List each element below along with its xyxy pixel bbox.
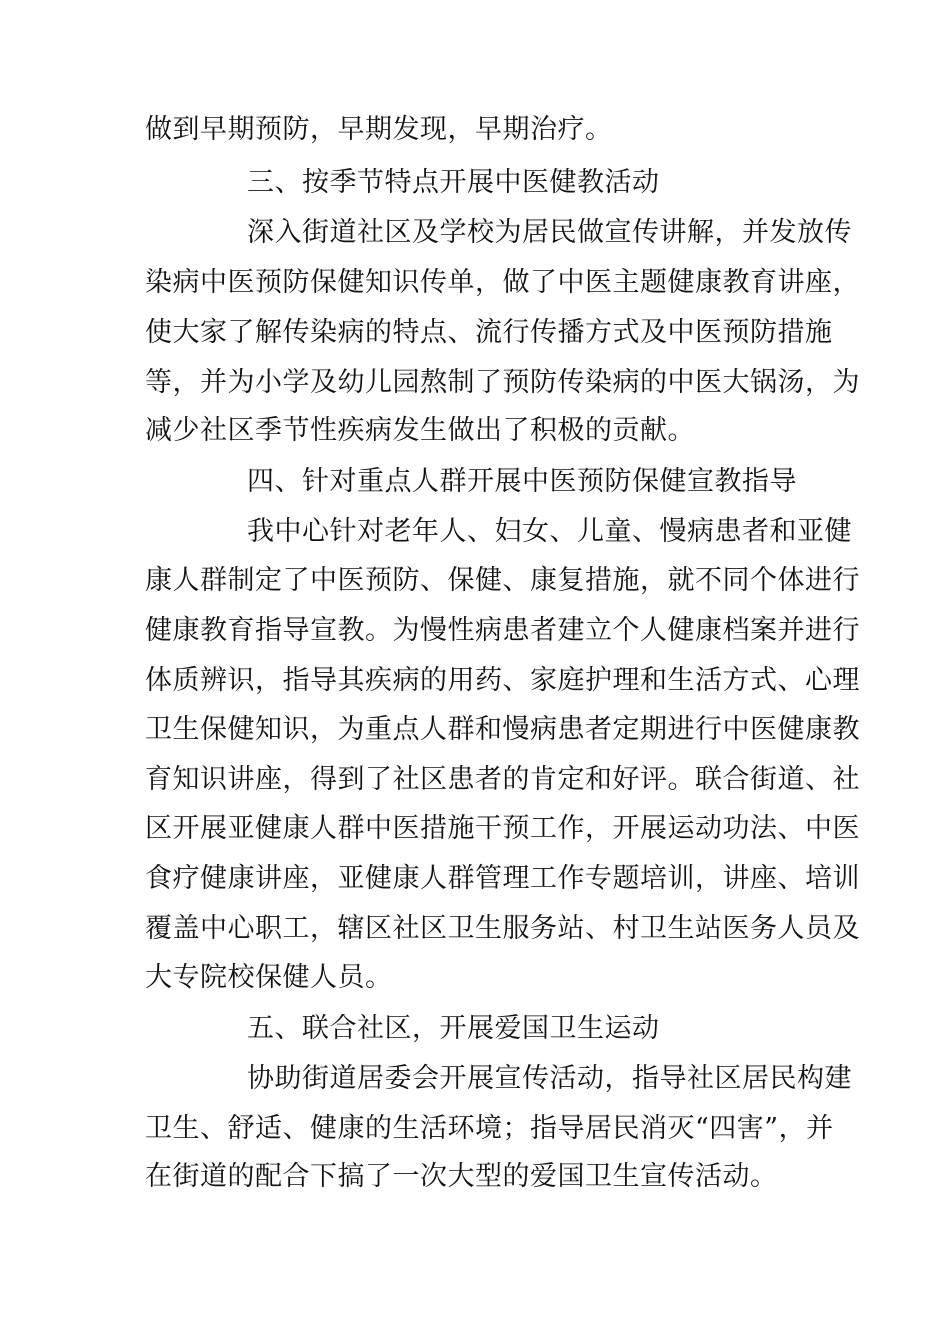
text-line: 做到早期预防，早期发现，早期治疗。 <box>145 114 613 145</box>
section-heading: 三、按季节特点开展中医健教活动 <box>247 167 660 198</box>
text-line: 大专院校保健人员。 <box>145 962 393 993</box>
text-line: 使大家了解传染病的特点、流行传播方式及中医预防措施 <box>145 317 833 348</box>
text-line: 育知识讲座，得到了社区患者的肯定和好评。联合街道、社 <box>145 764 860 795</box>
text-line: 深入街道社区及学校为居民做宣传讲解，并发放传 <box>247 217 852 248</box>
text-line: 减少社区季节性疾病发生做出了积极的贡献。 <box>145 415 695 446</box>
text-line: 染病中医预防保健知识传单，做了中医主题健康教育讲座， <box>145 267 860 298</box>
section-heading: 五、联合社区，开展爱国卫生运动 <box>247 1013 660 1044</box>
text-line: 食疗健康讲座，亚健康人群管理工作专题培训，讲座、培训 <box>145 863 860 894</box>
text-line: 健康教育指导宣教。为慢性病患者建立个人健康档案并进行 <box>145 615 860 646</box>
text-line: 我中心针对老年人、妇女、儿童、慢病患者和亚健 <box>247 516 852 547</box>
text-line: 卫生保健知识，为重点人群和慢病患者定期进行中医健康教 <box>145 714 860 745</box>
text-line: 康人群制定了中医预防、保健、康复措施，就不同个体进行 <box>145 565 860 596</box>
text-line: 体质辨识，指导其疾病的用药、家庭护理和生活方式、心理 <box>145 665 860 696</box>
text-line: 卫生、舒适、健康的生活环境；指导居民消灭“四害”，并 <box>145 1113 834 1144</box>
text-line: 在街道的配合下搞了一次大型的爱国卫生宣传活动。 <box>145 1161 778 1192</box>
text-line: 区开展亚健康人群中医措施干预工作，开展运动功法、中医 <box>145 813 860 844</box>
text-line: 覆盖中心职工，辖区社区卫生服务站、村卫生站医务人员及 <box>145 913 860 944</box>
text-line: 协助街道居委会开展宣传活动，指导社区居民构建 <box>247 1063 852 1094</box>
text-line: 等，并为小学及幼儿园熬制了预防传染病的中医大锅汤，为 <box>145 367 860 398</box>
section-heading: 四、针对重点人群开展中医预防保健宣教指导 <box>247 466 797 497</box>
